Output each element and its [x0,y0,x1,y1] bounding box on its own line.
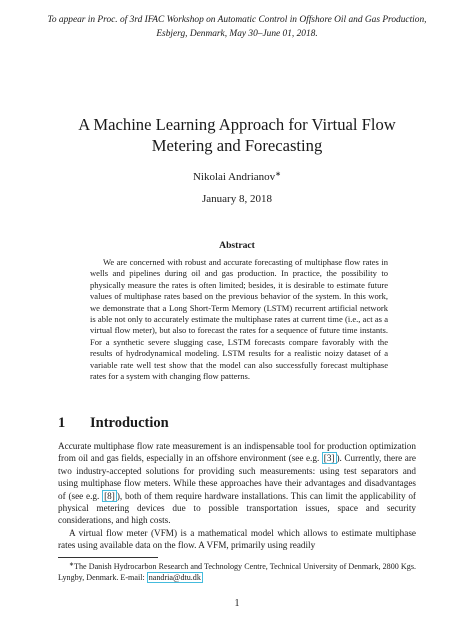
paper-date: January 8, 2018 [202,193,272,205]
page-number: 1 [234,598,240,609]
footnote-rule [58,557,158,558]
venue-line-2: Esbjerg, Denmark, May 30–June 01, 2018. [156,29,318,39]
footnote-mark: ∗ [69,562,75,568]
title-line-2: Metering and Forecasting [151,136,323,155]
citation-link-8[interactable]: [8] [104,490,115,501]
intro-p1-part-a: Accurate multiphase flow rate measurement is an indispensable tool for production optimization from oil and gas fields, especially in an offshore environment (see e.g. [58,441,416,464]
citation-link-3[interactable]: [3] [323,453,335,464]
title-line-1: A Machine Learning Approach for Virtual Flow [78,115,396,134]
venue-line-1: To appear in Proc. of 3rd IFAC Workshop on Automatic Control in Offshore Oil and Gas Production, [47,15,427,25]
email-link[interactable]: nandria@dtu.dk [148,572,201,582]
abstract-heading: Abstract [219,240,255,251]
intro-paragraph-1 [58,440,416,527]
footnote [58,560,416,583]
paper-title [40,114,434,156]
intro-paragraph-2: A virtual flow meter (VFM) is a mathematical model which allows to estimate multiphase rates using available data on the flow. A VFM, primarily using readily [58,528,416,551]
abstract-text: We are concerned with robust and accurate forecasting of multiphase flow rates in wells and pipelines during oil and gas production. In practice, the possibility to physically measure the rates is often limited; besides, it is desirable to estimate future values of multiphase rates based on the previous behavior of the system. In this work, we demonstrate that a Long Short-Term Memory (LSTM) recurrent artificial network is able not only to accurately estimate the multiphase rates at current time (i.e., act as a virtual flow meter), but also to forecast the rates for a sequence of future time instants. For a synthetic severe slugging case, LSTM forecasts compare favorably with the results of hydrodynamical modeling. LSTM results for a realistic noizy dataset of a variable rate well test show that the model can also successfully forecast multiphase rates for a system with changing flow patterns. [90,257,388,382]
author-name: Nikolai Andrianov [192,171,276,183]
footnote-text: The Danish Hydrocarbon Research and Technology Centre, Technical University of Denmark, 2800 Kgs. Lyngby, Denmark. E-mail: [58,562,416,582]
section-title: Introduction [90,415,169,431]
intro-p1-part-b: ). Currently, there are two industry-accepted solutions for providing such measurements: using test separators and using multiphase flow meters. While these approaches have their advantages and disadvantages of (see e.g. [58,453,416,501]
author [0,170,474,183]
section-heading [58,415,169,432]
intro-p1-part-c: ), both of them require hardware installations. This can limit the applicability of physical metering devices due to possible transportation issues, space and security considerations, and high costs. [58,490,416,526]
author-footnote-mark: ∗ [275,170,282,178]
venue-note [20,13,454,41]
section-number: 1 [58,415,66,431]
